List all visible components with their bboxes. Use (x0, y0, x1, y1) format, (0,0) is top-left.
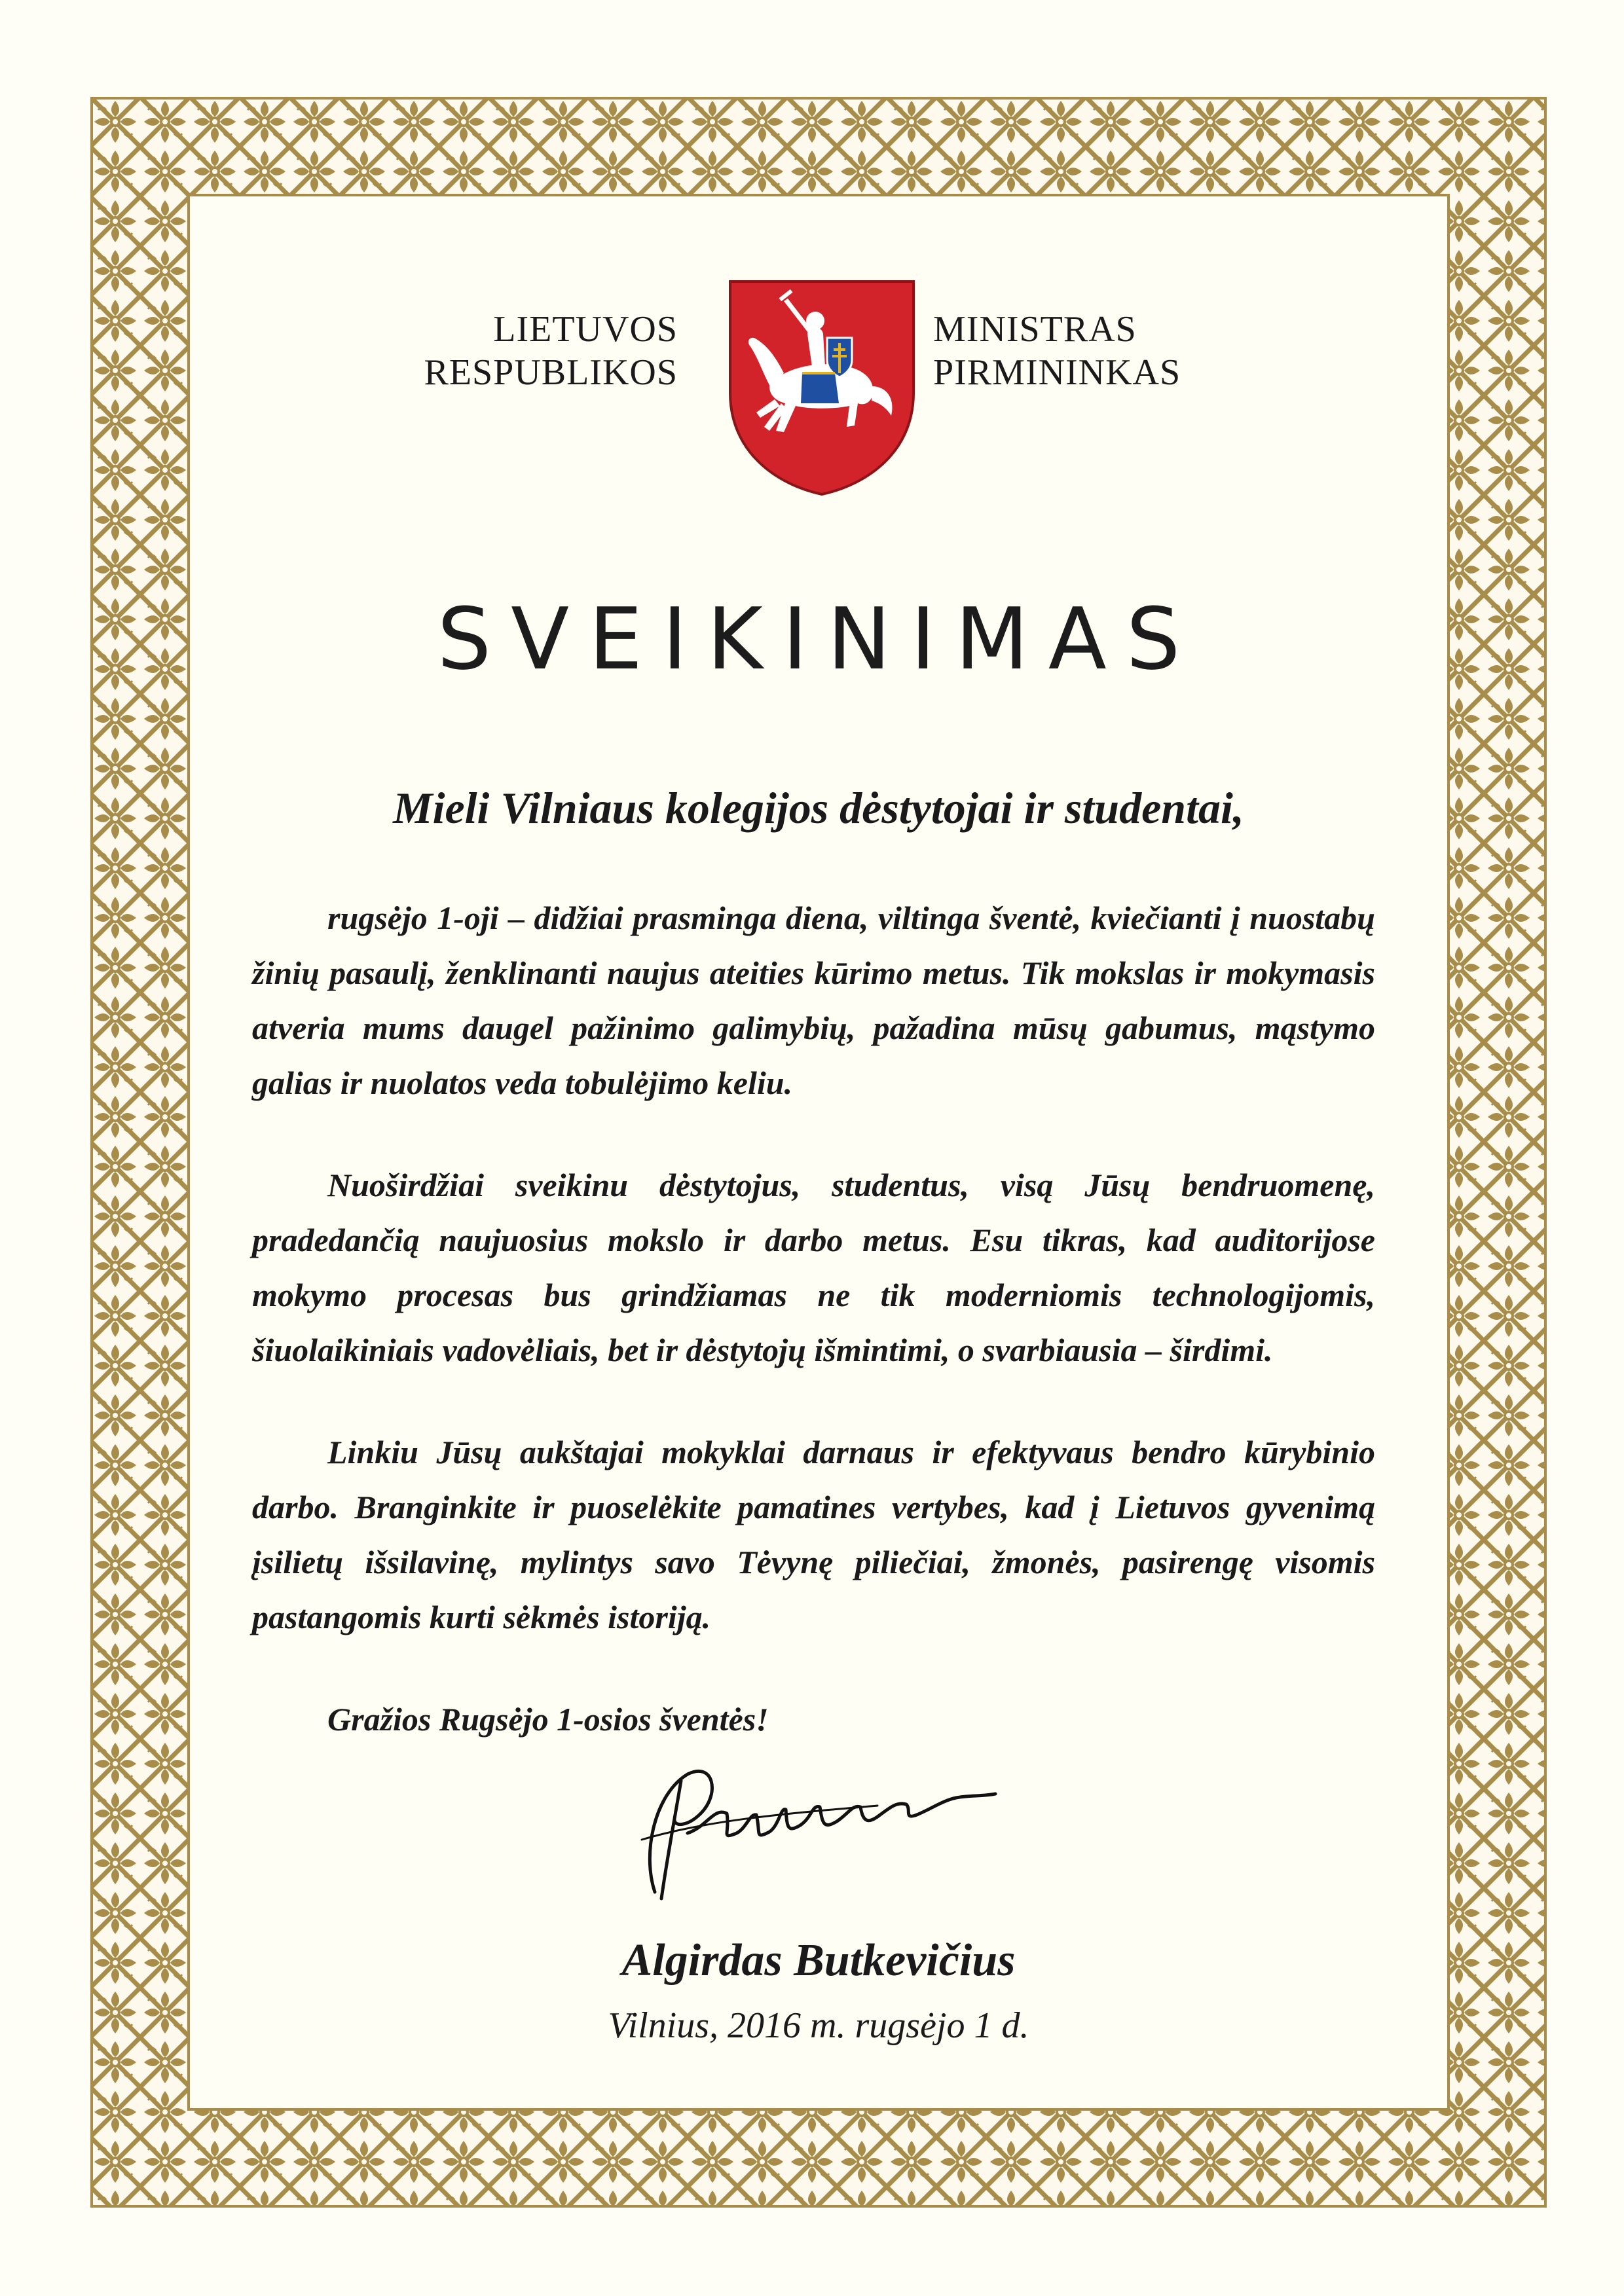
paragraph: rugsėjo 1-oji – didžiai prasminga diena, viltinga šventė, kviečianti į nuostabų žinių pasaulį, ženklinanti naujus ateities kūrimo metus. Tik mokslas ir mokymasis atveria mums daugel pažinimo galimybių, pažadina mūsų gabumus, mąstymo galias ir nuolatos veda tobulėjimo keliu. (252, 900, 1375, 1101)
letterhead-left-line2: RESPUBLIKOS (424, 352, 678, 393)
place-and-date: Vilnius, 2016 m. rugsėjo 1 d. (608, 2005, 1029, 2046)
coat-of-arms-icon (724, 275, 920, 498)
paragraph: Nuoširdžiai sveikinu dėstytojus, studentus, visą Jūsų bendruomenę, pradedančią naujuosius mokslo ir darbo metus. Esu tikras, kad auditorijose mokymo procesas bus grindžiamas ne tik moderniomis technologijomis, šiuolaikiniais vadovėliais, bet ir dėstytojų išmintimi, o svarbiausia – širdimi. (252, 1167, 1375, 1368)
document-title: SVEIKINIMAS (437, 589, 1200, 689)
signature-icon (616, 1741, 1035, 1912)
signer-name: Algirdas Butkevičius (621, 1935, 1016, 1986)
letterhead-left-line1: LIETUVOS (493, 309, 678, 350)
letterhead-right-line1: MINISTRAS (933, 309, 1137, 350)
letterhead-left (424, 308, 678, 394)
letter-body (252, 890, 1375, 1794)
paragraph: Linkiu Jūsų aukštajai mokyklai darnaus ir efektyvaus bendro kūrybinio darbo. Branginkite ir puoselėkite pamatines vertybes, kad į Lietuvos gyvenimą įsilietų išsilavinę, mylintys savo Tėvynę piliečiai, žmonės, pasirengę visomis pastangomis kurti sėkmės istoriją. (252, 1434, 1375, 1635)
letterhead-right (933, 308, 1181, 394)
greeting-line: Mieli Vilniaus kolegijos dėstytojai ir studentai, (393, 783, 1244, 833)
letterhead (190, 275, 1447, 550)
letterhead-right-line2: PIRMININKAS (933, 352, 1181, 393)
closing-line: Gražios Rugsėjo 1-osios šventės! (327, 1701, 769, 1738)
